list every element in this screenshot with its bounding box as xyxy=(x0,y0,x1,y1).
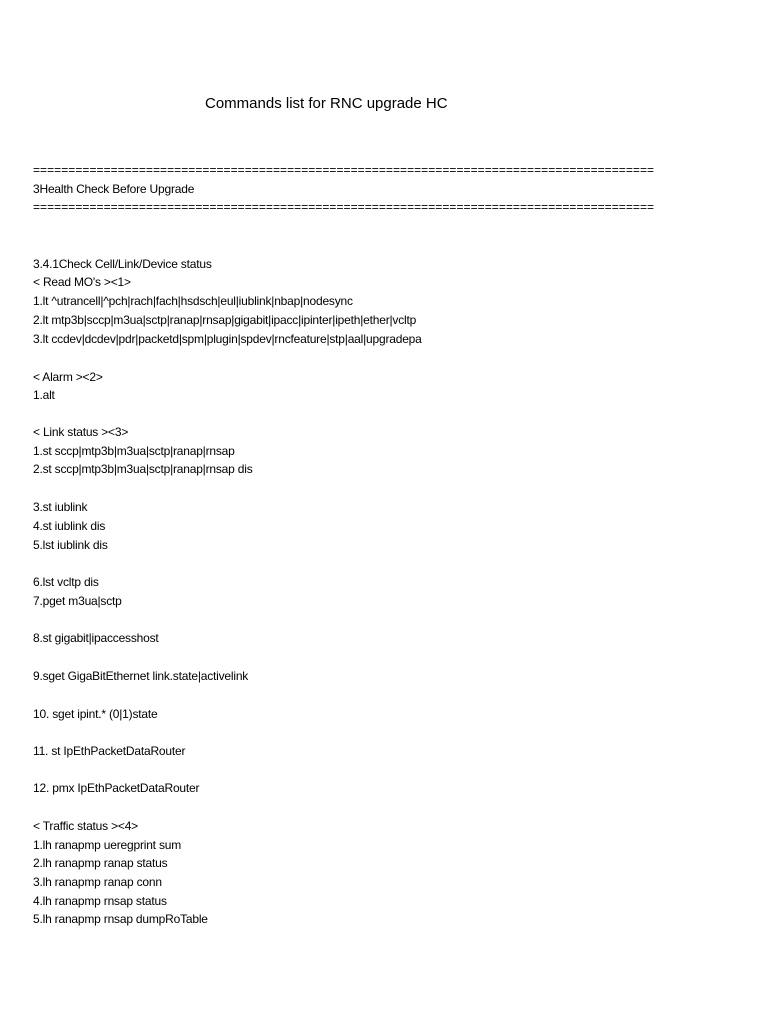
command-line: 4.st iublink dis xyxy=(33,519,106,533)
command-line: 1.lh ranapmp ueregprint sum xyxy=(33,838,182,852)
separator-bottom: ======================================================================================== xyxy=(33,200,655,214)
command-line: 2.lt mtp3b|sccp|m3ua|sctp|ranap|rnsap|gigabit|ipacc|ipinter|ipeth|ether|vcltp xyxy=(33,313,417,327)
command-line: 2.lh ranapmp ranap status xyxy=(33,856,168,870)
command-line: 7.pget m3ua|sctp xyxy=(33,594,122,608)
alarm-header: < Alarm ><2> xyxy=(33,370,103,384)
section-heading: 3Health Check Before Upgrade xyxy=(33,182,195,196)
link-status-header: < Link status ><3> xyxy=(33,425,129,439)
command-line: 1.alt xyxy=(33,388,55,402)
command-line: 5.lh ranapmp rnsap dumpRoTable xyxy=(33,912,208,926)
command-line: 8.st gigabit|ipaccesshost xyxy=(33,631,159,645)
command-line: 2.st sccp|mtp3b|m3ua|sctp|ranap|rnsap dis xyxy=(33,462,253,476)
command-line: 4.lh ranapmp rnsap status xyxy=(33,894,167,908)
subsection-heading: 3.4.1Check Cell/Link/Device status xyxy=(33,257,212,271)
command-line: 3.st iublink xyxy=(33,500,88,514)
command-line: 11. st IpEthPacketDataRouter xyxy=(33,744,186,758)
command-line: 1.st sccp|mtp3b|m3ua|sctp|ranap|rnsap xyxy=(33,444,235,458)
traffic-status-header: < Traffic status ><4> xyxy=(33,819,138,833)
command-line: 10. sget ipint.* (0|1)state xyxy=(33,707,158,721)
command-line: 6.lst vcltp dis xyxy=(33,575,99,589)
document-title: Commands list for RNC upgrade HC xyxy=(205,95,448,112)
read-mos-header: < Read MO's ><1> xyxy=(33,275,131,289)
command-line: 12. pmx IpEthPacketDataRouter xyxy=(33,781,200,795)
separator-top: ======================================================================================== xyxy=(33,163,655,177)
command-line: 3.lh ranapmp ranap conn xyxy=(33,875,162,889)
command-line: 5.lst iublink dis xyxy=(33,538,108,552)
command-line: 9.sget GigaBitEthernet link.state|activelink xyxy=(33,669,249,683)
command-line: 1.lt ^utrancell|^pch|rach|fach|hsdsch|eul|iublink|nbap|nodesync xyxy=(33,294,353,308)
command-line: 3.lt ccdev|dcdev|pdr|packetd|spm|plugin|spdev|rncfeature|stp|aal|upgradepa xyxy=(33,332,422,346)
